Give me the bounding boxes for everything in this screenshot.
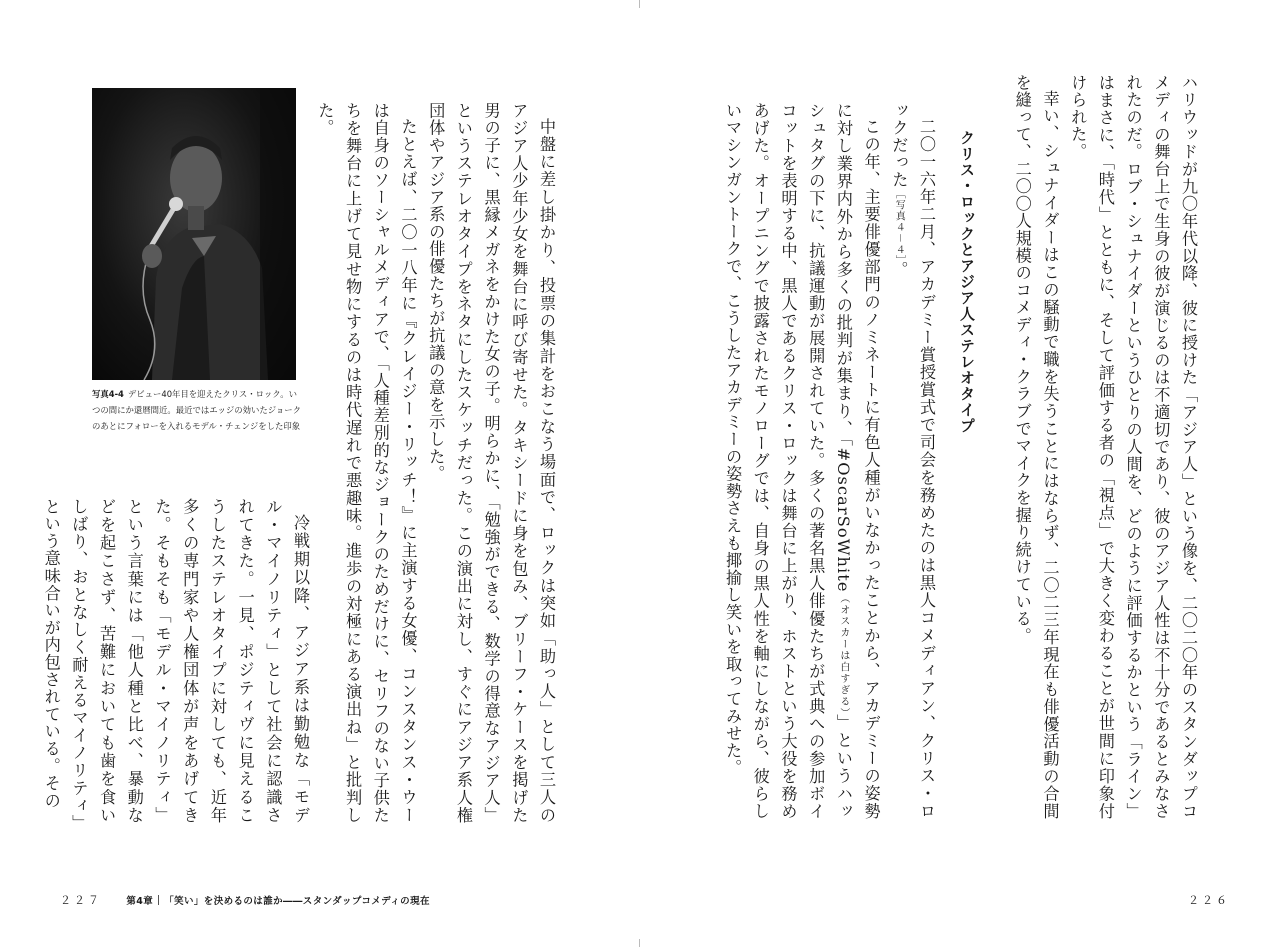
caption-label: 写真4-4 <box>92 389 124 399</box>
section-heading: クリス・ロックとアジア人ステレオタイプ <box>958 130 976 434</box>
intro-paragraph: 幸い、シュナイダーはこの騒動で職を失うことにはならず、二〇二三年現在も俳優活動の合間を縫って、二〇〇人規模のコメディ・クラブでマイクを握り続けている。 <box>1012 74 1060 820</box>
running-head-chapter: 第4章 <box>126 896 154 907</box>
page-number-left: ２２７ <box>60 894 102 907</box>
hashtag-translation: （オスカーは白すぎる） <box>837 592 849 715</box>
left-footer <box>60 892 430 908</box>
body-text: 。 <box>889 261 909 279</box>
body-paragraph: たとえば、二〇一八年に『クレイジー・リッチ！』に主演する女優、コンスタンス・ウーは自身のソーシャルメディアで、「人種差別的なジョークのためだけに、セリフのない子供たちを舞台に上げて見せ物にするのは時代遅れで悪趣味。進歩の対極にある演出ね」と批判した。 <box>315 102 418 824</box>
lower-text-block <box>41 498 314 824</box>
upper-text-block <box>312 102 560 824</box>
comedian-photo <box>92 88 296 380</box>
body-text: この年、主要俳優部門のノミネートに有色人種がいなかったことから、アカデミーの姿勢に対し業界内外から多くの批判が集まり、「#OscarSoWhite <box>833 102 881 820</box>
page-number-right: ２２６ <box>1188 894 1230 907</box>
running-head-title: 「笑い」を決めるのは誰か――スタンダップコメディの現在 <box>164 896 430 907</box>
photo-caption <box>92 386 302 434</box>
section-text-block <box>700 102 940 820</box>
body-paragraph <box>718 102 884 820</box>
comedian-photo-illustration <box>92 88 296 380</box>
caption-text: デビュー40年目を迎えたクリス・ロック。いつの間にか還暦間近。最近ではエッジの効いたジョークのあとにフォローを入れるモデル・チェンジをした印象 <box>92 389 302 431</box>
body-text: 二〇一六年二月、アカデミー賞授賞式で司会を務めたのは黒人コメディアン、クリス・ロックだった <box>889 102 936 820</box>
intro-paragraph: ハリウッドが九〇年代以降、彼に授けた「アジア人」という像を、二〇二〇年のスタンダップコメディの舞台上で生身の彼が演じるのは不適切であり、彼のアジア人性は不十分であるとみなされたのだ。ロブ・シュナイダーというひとりの人間を、どのように評価するかという「ライン」はまさに、「時代」とともに、そして評価する者の「視点」で大きく変わることが世間に印象付けられた。 <box>1068 74 1198 820</box>
intro-text-block <box>1012 74 1202 820</box>
body-paragraph: 中盤に差し掛かり、投票の集計をおこなう場面で、ロックは突如「助っ人」として三人のアジア人少年少女を舞台に呼び寄せた。タキシードに身を包み、ブリーフ・ケースを掲げた男の子に、黒縁メガネをかけた女の子。明らかに、「勉強ができる、数学の得意なアジア人」というステレオタイプをネタにしたスケッチだった。この演出に対し、すぐにアジア系人権団体やアジア系の俳優たちが抗議の意を示した。 <box>426 102 556 824</box>
body-paragraph: 冷戦期以降、アジア系は勤勉な「モデル・マイノリティ」として社会に認識されてきた。一見、ポジティヴに見えるこうしたステレオタイプに対しても、近年多くの専門家や人権団体が声をあげてきた。そもそも「モデル・マイノリティ」という言葉には「他人種と比べ、暴動などを起こさず、苦難においても歯を食いしばり、おとなしく耐えるマイノリティ」という意味合いが内包されている。その <box>41 498 310 824</box>
body-paragraph <box>885 102 940 820</box>
photo-reference: ［写真４－４］ <box>893 188 905 262</box>
running-head-divider <box>158 895 159 905</box>
right-page <box>640 0 1280 947</box>
body-text: 」というハッシュタグの下に、抗議運動が展開されていた。多くの著名黒人俳優たちが式典への参加ボイコットを表明する中、黒人であるクリス・ロックは舞台に上がり、ホストという大役を務めあげた。オープニングで披露されたモノローグでは、自身の黒人性を軸にしながら、彼らしいマシンガントークで、こうしたアカデミーの姿勢さえも揶揄し笑いを取ってみせた。 <box>723 102 853 820</box>
